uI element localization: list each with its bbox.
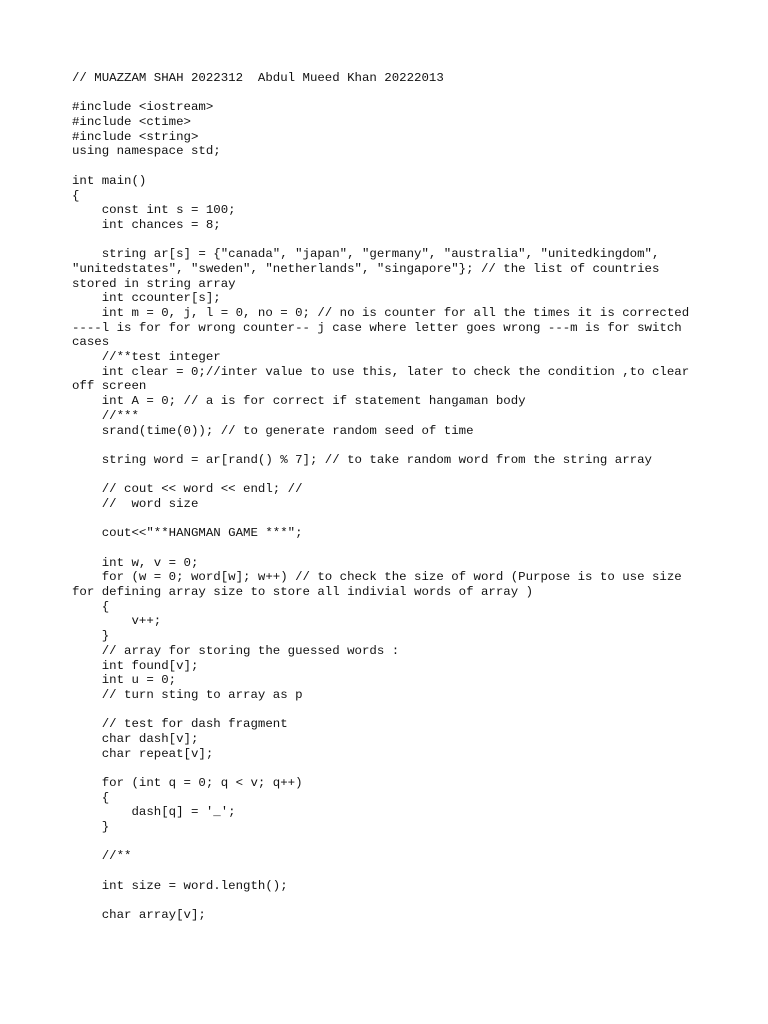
code-line: stored in string array: [72, 276, 236, 291]
code-line: using namespace std;: [72, 144, 221, 159]
code-line: int m = 0, j, l = 0, no = 0; // no is counter for all the times it is corrected: [72, 306, 690, 320]
code-line: [72, 761, 712, 776]
code-line: for defining array size to store all indivial words of array ): [72, 585, 534, 600]
code-line: // word size: [72, 496, 199, 511]
code-line: #include <iostream>: [72, 100, 214, 115]
code-line: // array for storing the guessed words :: [72, 643, 400, 658]
code-line: int size = word.length();: [72, 878, 288, 893]
code-line: // MUAZZAM SHAH 2022312 Abdul Mueed Khan 20222013: [72, 71, 444, 85]
code-line: }: [72, 629, 110, 644]
code-line: }: [72, 820, 110, 835]
code-line: for (int q = 0; q < v; q++): [72, 776, 303, 790]
code-line: // test for dash fragment: [72, 717, 288, 732]
code-line: for (w = 0; word[w]; w++) // to check the size of word (Purpose is to use size: [72, 570, 682, 585]
code-line: int clear = 0;//inter value to use this, later to check the condition ,to clear: [72, 364, 690, 379]
code-line: off screen: [72, 379, 147, 394]
code-line: int w, v = 0;: [72, 555, 199, 570]
code-line: v++;: [72, 614, 162, 629]
code-line: {: [72, 599, 110, 614]
code-line: const int s = 100;: [72, 203, 236, 218]
code-line: //**: [72, 849, 132, 864]
code-line: {: [72, 188, 80, 203]
code-line: // turn sting to array as p: [72, 687, 303, 702]
code-line: //***: [72, 408, 139, 423]
code-line: [72, 438, 712, 453]
code-line: string word = ar[rand() % 7]; // to take random word from the string array: [72, 452, 652, 467]
code-line: int u = 0;: [72, 673, 177, 688]
code-line: [72, 159, 712, 174]
code-line: "unitedstates", "sweden", "netherlands", "singapore"}; // the list of countries: [72, 261, 660, 276]
code-line: string ar[s] = {"canada", "japan", "germany", "australia", "unitedkingdom",: [72, 247, 660, 262]
code-line: [72, 835, 712, 850]
code-line: char dash[v];: [72, 731, 199, 746]
code-line: {: [72, 790, 110, 805]
code-line: srand(time(0)); // to generate random seed of time: [72, 423, 474, 438]
code-line: [72, 86, 712, 101]
code-line: int chances = 8;: [72, 217, 221, 232]
code-line: cases: [72, 335, 110, 350]
code-line: char repeat[v];: [72, 746, 214, 761]
code-line: //**test integer: [72, 350, 221, 365]
code-listing: [72, 71, 712, 923]
code-line: #include <ctime>: [72, 115, 191, 130]
code-line: [72, 864, 712, 879]
code-line: [72, 894, 712, 909]
code-line: dash[q] = '_';: [72, 805, 236, 820]
code-line: int A = 0; // a is for correct if statement hangaman body: [72, 394, 526, 409]
code-line: // cout << word << endl; //: [72, 482, 303, 497]
code-line: [72, 233, 712, 248]
code-line: int main(): [72, 173, 147, 188]
code-line: [72, 512, 712, 527]
code-line: int ccounter[s];: [72, 291, 221, 306]
code-line: [72, 541, 712, 556]
code-line: int found[v];: [72, 658, 199, 673]
code-line: ----l is for for wrong counter-- j case where letter goes wrong ---m is for switch: [72, 320, 682, 335]
code-line: char array[v];: [72, 908, 206, 923]
code-line: #include <string>: [72, 129, 199, 144]
code-line: [72, 703, 712, 718]
code-line: cout<<"**HANGMAN GAME ***";: [72, 526, 303, 541]
code-line: [72, 468, 712, 483]
